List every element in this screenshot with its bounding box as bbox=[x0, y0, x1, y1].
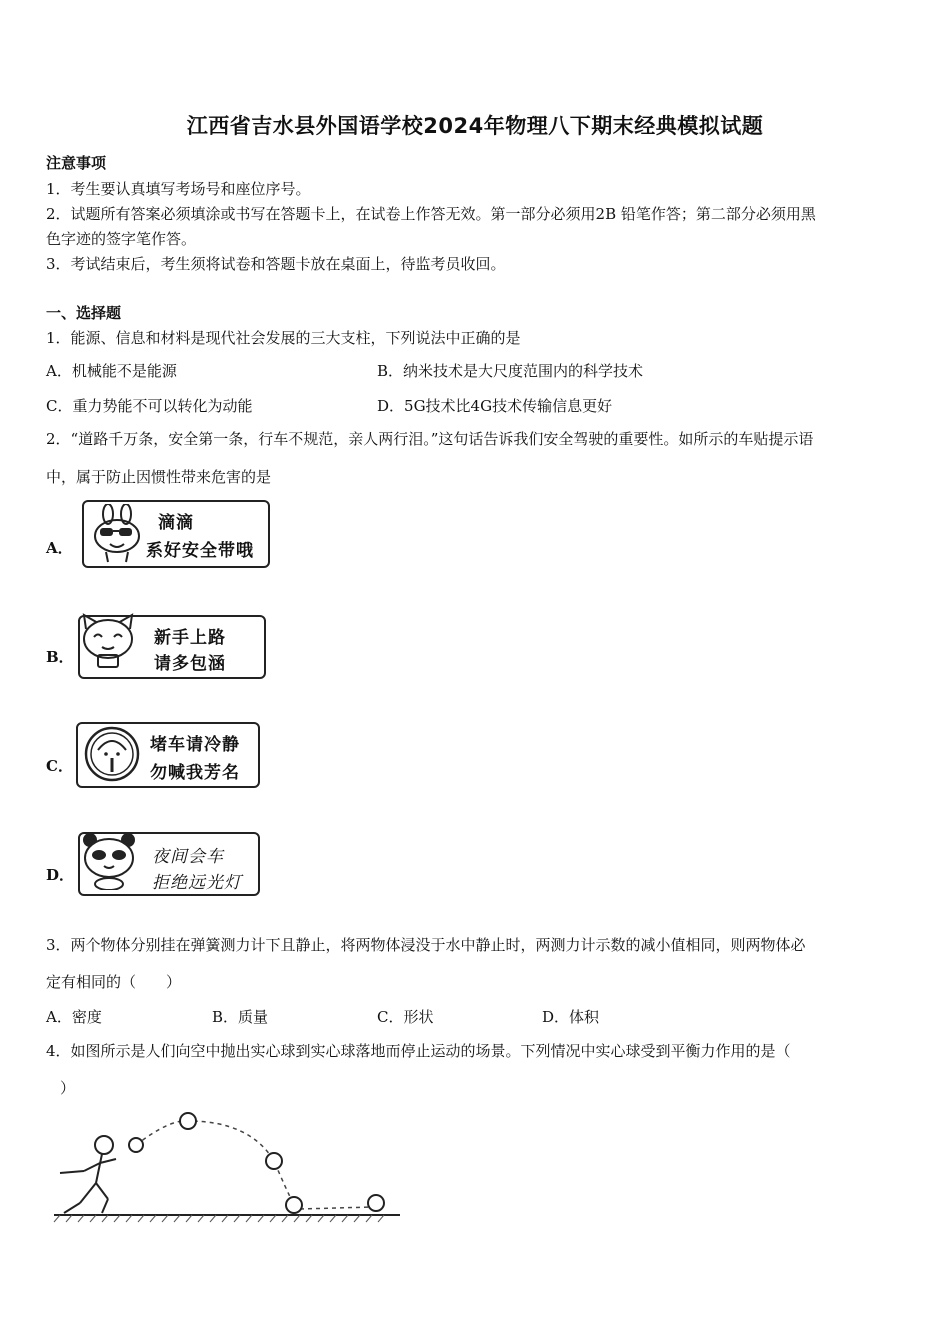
q1-option-d: D．5G技术比4G技术传输信息更好 bbox=[377, 397, 613, 415]
q2-option-d-label: D． bbox=[46, 866, 75, 884]
cat-face-icon bbox=[76, 611, 140, 671]
sticker-b bbox=[78, 615, 266, 679]
shot-put-trajectory-figure bbox=[50, 1105, 410, 1225]
notice-heading: 注意事项 bbox=[46, 154, 107, 172]
q1-stem: 1．能源、信息和材料是现代社会发展的三大支柱，下列说法中正确的是 bbox=[46, 329, 521, 347]
sticker-d-line2: 拒绝远光灯 bbox=[152, 873, 242, 893]
section-heading: 一、选择题 bbox=[46, 304, 122, 322]
sticker-b-line1: 新手上路 bbox=[154, 628, 226, 648]
q2-option-a-label: A． bbox=[46, 539, 73, 557]
q2-stem: 2．“道路千万条，安全第一条，行车不规范，亲人两行泪。”这句话告诉我们安全驾驶的重要性。如所示的车贴提示语 bbox=[46, 430, 814, 448]
thrower-figure bbox=[60, 1136, 116, 1213]
notice-item: 1．考生要认真填写考场号和座位序号。 bbox=[46, 180, 311, 198]
q3-option-a: A．密度 bbox=[46, 1008, 102, 1026]
rabbit-sunglasses-icon bbox=[88, 504, 148, 564]
q4-stem: ） bbox=[60, 1079, 76, 1097]
q2-option-c-label: C． bbox=[46, 757, 73, 775]
q3-stem: 定有相同的（ ） bbox=[46, 973, 182, 991]
sticker-d bbox=[78, 832, 260, 896]
q1-option-c: C．重力势能不可以转化为动能 bbox=[46, 397, 253, 415]
sticker-a bbox=[82, 500, 270, 568]
notice-item: 色字迹的签字笔作答。 bbox=[46, 230, 197, 248]
q3-option-c: C．形状 bbox=[377, 1008, 434, 1026]
q2-option-b-label: B． bbox=[46, 648, 74, 666]
q1-option-b: B．纳米技术是大尺度范围内的科学技术 bbox=[377, 362, 644, 380]
q3-option-b: B．质量 bbox=[212, 1008, 269, 1026]
notice-item: 3．考试结束后，考生须将试卷和答题卡放在桌面上，待监考员收回。 bbox=[46, 255, 506, 273]
panda-face-icon bbox=[80, 830, 140, 890]
q3-stem: 3．两个物体分别挂在弹簧测力计下且静止，将两物体浸没于水中静止时，两测力计示数的减小值相同，则两物体必 bbox=[46, 936, 806, 954]
sticker-a-line2: 系好安全带哦 bbox=[146, 541, 254, 561]
notice-item: 2．试题所有答案必须填涂或书写在答题卡上，在试卷上作答无效。第一部分必须用2B 铅笔作答；第二部分必须用黑 bbox=[46, 205, 816, 223]
girl-shush-icon bbox=[82, 724, 146, 784]
sticker-c bbox=[76, 722, 260, 788]
q2-stem: 中，属于防止因惯性带来危害的是 bbox=[46, 468, 272, 486]
sticker-d-line1: 夜间会车 bbox=[152, 847, 224, 867]
q4-stem: 4．如图所示是人们向空中抛出实心球到实心球落地而停止运动的场景。下列情况中实心球受到平衡力作用的是（ bbox=[46, 1042, 791, 1060]
q1-option-a: A．机械能不是能源 bbox=[46, 362, 177, 380]
sticker-a-line1: 滴滴 bbox=[158, 513, 194, 533]
q3-option-d: D．体积 bbox=[542, 1008, 600, 1026]
sticker-c-line2: 勿喊我芳名 bbox=[150, 763, 240, 783]
sticker-b-line2: 请多包涵 bbox=[154, 654, 226, 674]
sticker-c-line1: 堵车请冷静 bbox=[150, 735, 240, 755]
page-title: 江西省吉水县外国语学校2024年物理八下期末经典模拟试题 bbox=[186, 114, 764, 138]
